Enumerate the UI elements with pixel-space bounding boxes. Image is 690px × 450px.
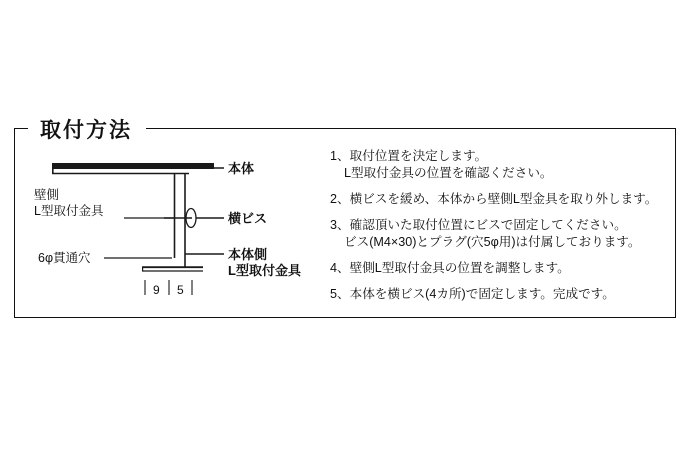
label-body-side: 本体側: [228, 247, 268, 262]
step-main-text: 1、取付位置を決定します。: [330, 149, 488, 163]
step-sub-text: ビス(M4×30)とプラグ(穴5φ用)は付属しております。: [344, 235, 641, 249]
step-main-text: 3、確認頂いた取付位置にビスで固定してください。: [330, 218, 627, 232]
label-wall-side: 壁側: [34, 188, 60, 202]
step-item: [330, 217, 666, 251]
step-item: [330, 260, 666, 277]
label-through-hole: 6φ貫通穴: [38, 251, 91, 265]
step-item: [330, 191, 666, 208]
step-main-text: 5、本体を横ビス(4カ所)で固定します。完成です。: [330, 287, 615, 301]
dimension-9: 9: [153, 283, 160, 297]
label-body: 本体: [228, 161, 255, 176]
label-side-screw: 横ビス: [228, 211, 268, 226]
label-body-side-l-bracket: L型取付金具: [228, 263, 301, 278]
steps-list: [330, 148, 666, 312]
step-item: [330, 148, 666, 182]
step-sub-text: L型取付金具の位置を確認ください。: [344, 166, 553, 180]
label-wall-side-l-bracket: L型取付金具: [34, 204, 104, 218]
step-main-text: 4、壁側L型取付金具の位置を調整します。: [330, 261, 570, 275]
mounting-diagram-svg: [14, 128, 314, 318]
step-item: [330, 286, 666, 303]
dimension-5: 5: [177, 283, 184, 297]
mounting-diagram: [14, 128, 314, 318]
page-title: 取付方法: [28, 118, 146, 144]
step-main-text: 2、横ビスを緩め、本体から壁側L型金具を取り外します。: [330, 192, 658, 206]
